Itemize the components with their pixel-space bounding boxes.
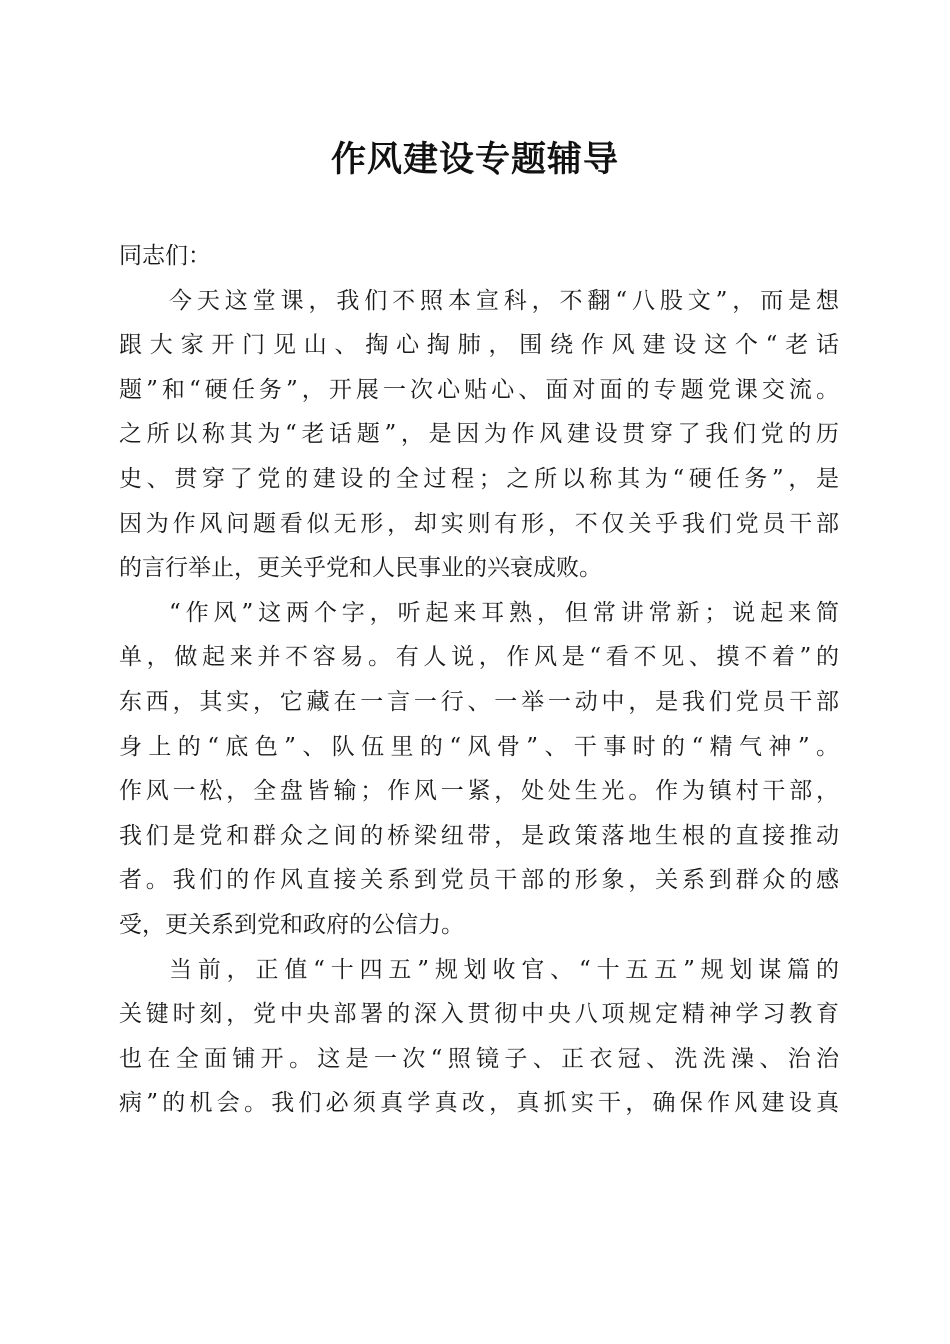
paragraph-line: 受，更关系到党和政府的公信力。 bbox=[119, 911, 464, 938]
paragraph-line: 关键时刻，党中央部署的深入贯彻中央八项规定精神学习教育 bbox=[119, 1001, 839, 1028]
paragraph-line: 东西，其实，它藏在一言一行、一举一动中，是我们党员干部 bbox=[119, 688, 839, 715]
paragraph-line: 作风一松，全盘皆输；作风一紧，处处生光。作为镇村干部， bbox=[119, 778, 839, 805]
paragraph-line: 病”的机会。我们必须真学真改，真抓实干，确保作风建设真 bbox=[119, 1090, 839, 1117]
salutation: 同志们： bbox=[119, 243, 211, 269]
paragraph-line: 当前，正值“十四五”规划收官、“十五五”规划谋篇的 bbox=[169, 956, 839, 983]
paragraph-line: “作风”这两个字，听起来耳熟，但常讲常新；说起来简 bbox=[169, 599, 839, 626]
paragraph-line: 今天这堂课，我们不照本宣科，不翻“八股文”，而是想 bbox=[169, 287, 839, 314]
paragraph-1 bbox=[119, 279, 839, 591]
paragraph-line: 因为作风问题看似无形，却实则有形，不仅关乎我们党员干部 bbox=[119, 510, 839, 537]
paragraph-line: 史、贯穿了党的建设的全过程；之所以称其为“硬任务”，是 bbox=[119, 465, 839, 492]
paragraph-3 bbox=[119, 948, 839, 1126]
paragraph-line: 者。我们的作风直接关系到党员干部的形象，关系到群众的感 bbox=[119, 867, 839, 894]
paragraph-line: 身上的“底色”、队伍里的“风骨”、干事时的“精气神”。 bbox=[119, 733, 839, 760]
document-body bbox=[119, 234, 839, 1126]
paragraph-line: 的言行举止，更关乎党和人民事业的兴衰成败。 bbox=[119, 555, 602, 582]
paragraph-line: 题”和“硬任务”，开展一次心贴心、面对面的专题党课交流。 bbox=[119, 376, 839, 403]
document-title: 作风建设专题辅导 bbox=[330, 139, 619, 180]
paragraph-2 bbox=[119, 591, 839, 948]
paragraph-line: 我们是党和群众之间的桥梁纽带，是政策落地生根的直接推动 bbox=[119, 822, 839, 849]
paragraph-line: 单，做起来并不容易。有人说，作风是“看不见、摸不着”的 bbox=[119, 644, 839, 671]
paragraph-line: 之所以称其为“老话题”，是因为作风建设贯穿了我们党的历 bbox=[119, 421, 839, 448]
paragraph-line: 跟大家开门见山、掏心掏肺，围绕作风建设这个“老话 bbox=[119, 332, 839, 359]
paragraph-line: 也在全面铺开。这是一次“照镜子、正衣冠、洗洗澡、治治 bbox=[119, 1045, 839, 1072]
